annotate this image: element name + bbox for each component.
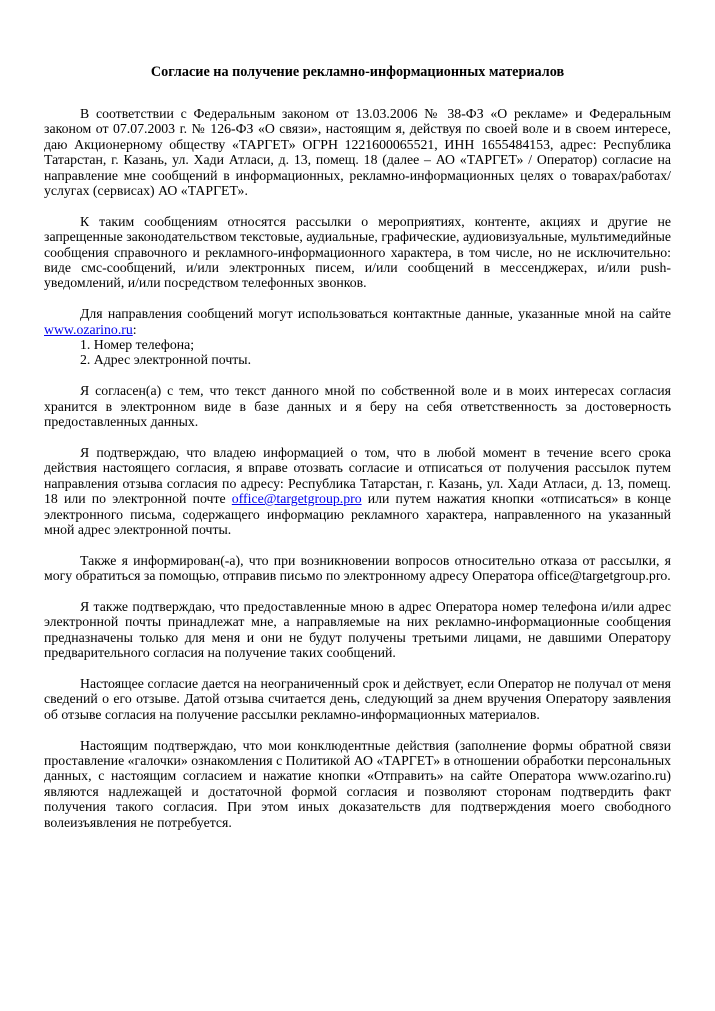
text-segment: 1. Номер телефона;: [80, 337, 195, 353]
paragraph-6: [44, 553, 671, 584]
text-segment: Настоящее согласие дается на неограниченный срок и действует, если Оператор не получал от меня сведений о его отзыве. Датой отзыва считается день, следующий за днем вручения Оператору заявления об отзыве согласия на получение рассылки рекламно-информационных материалов.: [44, 675, 671, 722]
paragraph-4: [44, 383, 671, 429]
list-item-2: [44, 352, 671, 367]
text-segment: Настоящим подтверждаю, что мои конклюдентные действия (заполнение формы обратной связи проставление «галочки» ознакомления с Политикой АО «ТАРГЕТ» в отношении обработки персональных данных, с настоящим согласием и нажатие кнопки «Отправить» на сайте Оператора www.ozarino.ru) являются надлежащей и достаточной формой согласия и позволяют сторонам подтвердить факт получения такого согласия. При этом иных доказательств для подтверждения моего свободного волеизъявления не потребуется.: [44, 737, 671, 830]
document-title: Согласие на получение рекламно-информационных материалов: [150, 64, 565, 80]
paragraph-7: [44, 599, 671, 661]
paragraph-2: [44, 214, 671, 291]
text-segment: Также я информирован(-а), что при возникновении вопросов относительно отказа от рассылки, я могу обратиться за помощью, отправив письмо по электронному адресу Оператора office@targetgroup.pro.: [44, 552, 671, 584]
text-segment: :: [132, 321, 137, 337]
text-segment: 2. Адрес электронной почты.: [80, 352, 252, 368]
text-segment: или путем нажатия кнопки «отписаться» в конце электронного письма, содержащего информацию рекламного характера, направленного на указанный мной адрес электронной почты.: [44, 491, 671, 537]
text-segment: Для направления сообщений могут использоваться контактные данные, указанные мной на сайте: [80, 306, 671, 322]
text-segment: Я подтверждаю, что владею информацией о том, что в любой момент в течение всего срока действия настоящего согласия, я вправе отозвать согласие и отписаться от получения рассылок путем направления отзыва согласия по адресу: Республика Татарстан, г. Казань, ул. Хади Атласи, д. 13, помещ. 18 или по электронной почте: [44, 444, 671, 507]
paragraph-9: [44, 738, 671, 830]
paragraph-5: [44, 445, 671, 537]
document-body: [44, 106, 671, 830]
text-segment: В соответствии с Федеральным законом от 13.03.2006 № 38-ФЗ «О рекламе» и Федеральным законом от 07.07.2003 г. № 126-ФЗ «О связи», настоящим я, действуя по своей воле и в своем интересе, даю Акционерному обществу «ТАРГЕТ» ОГРН 1221600065521, ИНН 1655484153, адрес: Республика Татарстан, г. Казань, ул. Хади Атласи, д. 13, помещ. 18 (далее – АО «ТАРГЕТ» / Оператор) согласие на направление мне сообщений в информационных, рекламно-информационных целях о товарах/работах/услугах (сервисах) АО «ТАРГЕТ».: [44, 106, 671, 199]
text-segment: Я согласен(а) с тем, что текст данного мной по собственной воле и в моих интересах согласия хранится в электронном виде в базе данных и я беру на себя ответственность за достоверность предоставленных данных.: [44, 383, 671, 430]
paragraph-1: [44, 106, 671, 198]
paragraph-8: [44, 676, 671, 722]
text-segment: К таким сообщениям относятся рассылки о мероприятиях, контенте, акциях и другие не запрещенные законодательством текстовые, аудиальные, графические, аудиовизуальные, мультимедийные сообщения справочного и рекламного-информационного характера, в том числе, но не исключительно: виде смс-сообщений, и/или электронных писем, и/или сообщений в мессенджерах, и/или push-уведомлений, и/или посредством телефонных звонков.: [44, 213, 671, 291]
unsubscribe-email-link[interactable]: office@targetgroup.pro: [231, 491, 362, 507]
paragraph-3: [44, 306, 671, 337]
list-item-1: [44, 337, 671, 352]
text-segment: Я также подтверждаю, что предоставленные мною в адрес Оператора номер телефона и/или адрес электронной почты принадлежат мне, а направляемые на них рекламно-информационные сообщения предназначены только для меня и они не будут получены третьими лицами, не давшими Оператору предварительного согласия на получение таких сообщений.: [44, 598, 671, 661]
ozarino-site-link[interactable]: www.ozarino.ru: [44, 321, 133, 337]
